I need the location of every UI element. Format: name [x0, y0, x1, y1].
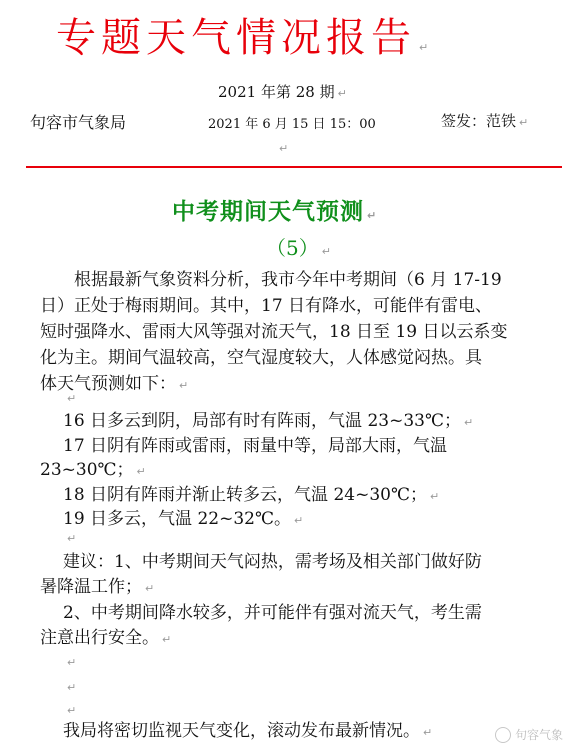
intro-line: 短时强降水、雷雨大风等强对流天气，18 日至 19 日以云系变	[40, 322, 508, 342]
paragraph-mark: ↵	[367, 209, 378, 222]
advice-line: 建议：1、中考期间天气闷热，需考场及相关部门做好防	[63, 552, 482, 572]
paragraph-mark: ↵	[145, 582, 155, 595]
issuing-organization: 句容市气象局	[30, 113, 127, 132]
paragraph-mark: ↵	[293, 514, 304, 527]
paragraph-mark: ↵	[179, 379, 189, 392]
paragraph-mark: ↵	[279, 142, 289, 155]
paragraph-mark: ↵	[429, 490, 440, 503]
paragraph-mark: ↵	[463, 416, 474, 429]
paragraph-mark: ↵	[419, 41, 434, 54]
red-divider	[26, 166, 562, 168]
paragraph-mark: ↵	[67, 656, 77, 669]
issue-datetime: 2021 年 6 月 15 日 15：00	[208, 117, 376, 132]
forecast-line: 18 日阴有阵雨并渐止转多云，气温 24~30℃； ↵	[63, 485, 440, 505]
paragraph-mark: ↵	[162, 633, 172, 646]
report-title: 专题天气情况报告 ↵	[56, 15, 434, 61]
paragraph-mark: ↵	[67, 681, 77, 694]
paragraph-mark: ↵	[136, 465, 146, 478]
paragraph-mark: ↵	[67, 392, 77, 405]
signer: 签发：范铁 ↵	[441, 112, 529, 130]
weibo-watermark: 句容气象	[495, 726, 563, 744]
weibo-logo-icon	[495, 727, 511, 743]
intro-paragraph	[40, 267, 540, 399]
paragraph-mark: ↵	[67, 532, 77, 545]
intro-line: 日）正处于梅雨期间。其中，17 日有降水，可能伴有雷电、	[40, 296, 493, 316]
closing-line: 我局将密切监视天气变化，滚动发布最新情况。 ↵	[63, 721, 433, 741]
advice-line: 2、中考期间降水较多，并可能伴有强对流天气，考生需	[63, 603, 482, 623]
forecast-line: 17 日阴有阵雨或雷雨，雨量中等，局部大雨，气温	[63, 436, 448, 456]
forecast-line: 23~30℃； ↵	[40, 460, 146, 480]
intro-line: 化为主。期间气温较高，空气湿度较大，人体感觉闷热。具	[40, 348, 482, 368]
paragraph-mark: ↵	[423, 726, 433, 739]
paragraph-mark: ↵	[321, 245, 331, 258]
advice-line: 暑降温工作； ↵	[40, 577, 155, 597]
paragraph-mark: ↵	[67, 704, 77, 717]
issue-number: 2021 年第 28 期 ↵	[218, 83, 347, 101]
forecast-line: 19 日多云，气温 22~32℃。 ↵	[63, 509, 304, 529]
paragraph-mark: ↵	[519, 116, 529, 129]
section-heading: 中考期间天气预测 ↵	[172, 198, 378, 225]
advice-line: 注意出行安全。 ↵	[40, 628, 172, 648]
section-number: （5） ↵	[266, 236, 331, 260]
intro-line: 根据最新气象资料分析，我市今年中考期间（6 月 17-19	[74, 270, 502, 290]
intro-line: 体天气预测如下： ↵	[40, 374, 189, 394]
paragraph-mark: ↵	[337, 87, 347, 100]
forecast-line: 16 日多云到阴，局部有时有阵雨，气温 23~33℃； ↵	[63, 411, 474, 431]
